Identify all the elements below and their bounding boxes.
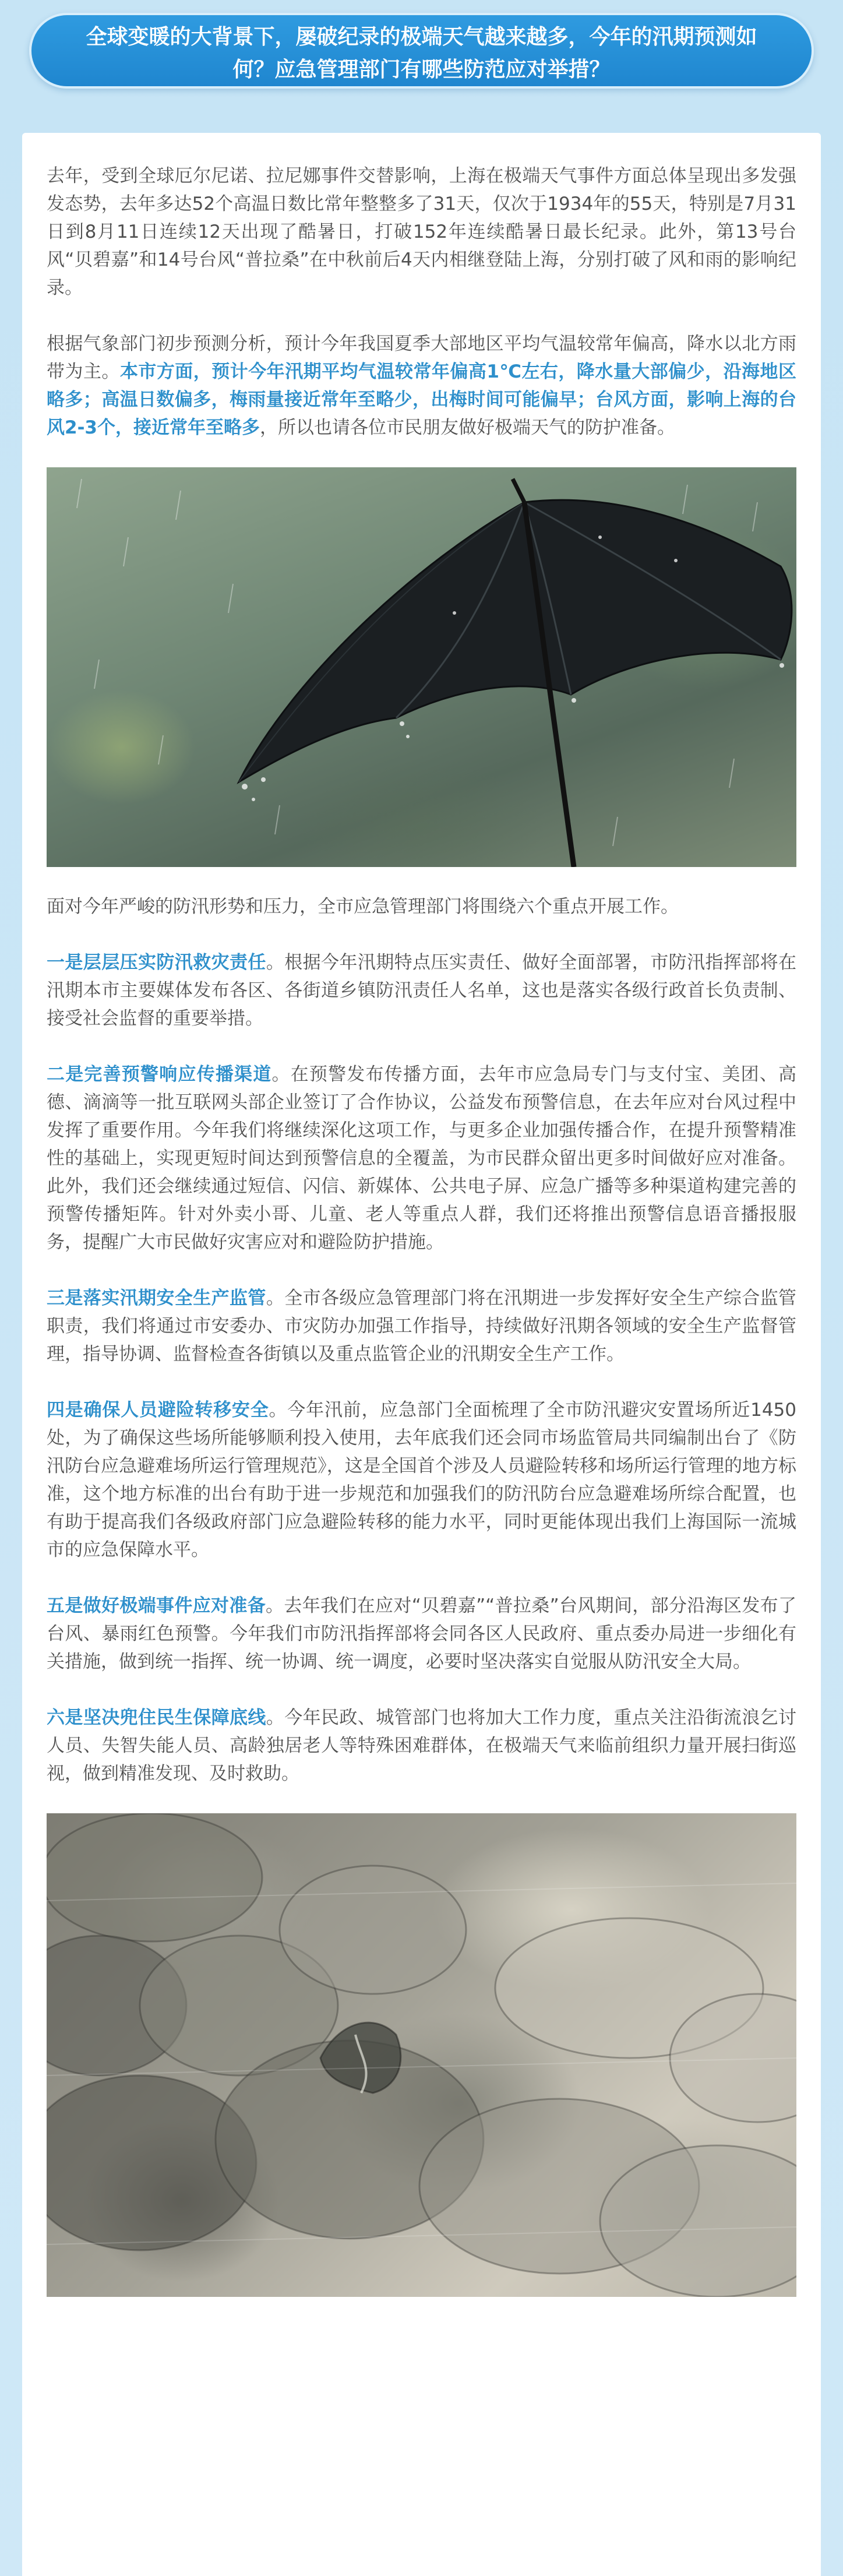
- forecast-intro: 根据气象部门初步预测分析，预计今年我国夏季大部地区平均气温较常年偏高，降水以北方雨带为主。: [47, 333, 796, 382]
- point-3-title: 三是落实汛期安全生产监管: [47, 1288, 266, 1309]
- article-content: [47, 162, 796, 2297]
- point-3-body: 。全市各级应急管理部门将在汛期进一步发挥好安全生产综合监管职责，我们将通过市安委办、市灾防办加强工作指导，持续做好汛期各领域的安全生产监督管理，指导协调、监督检查各街镇以及重点监管企业的汛期安全生产工作。: [47, 1288, 797, 1365]
- point-5: [47, 1592, 796, 1676]
- headline-banner: [29, 13, 814, 89]
- point-1-title: 一是层层压实防汛救灾责任: [47, 952, 266, 973]
- point-5-body: 。去年我们在应对“贝碧嘉”“普拉桑”台风期间，部分沿海区发布了台风、暴雨红色预警。今年我们市防汛指挥部将会同各区人民政府、重点委办局进一步细化有关措施，做到统一指挥、统一协调、统一调度，必要时坚决落实自觉服从防汛安全大局。: [47, 1595, 796, 1672]
- point-1: [47, 949, 796, 1032]
- point-2-body: 。在预警发布传播方面，去年市应急局专门与支付宝、美团、高德、滴滴等一批互联网头部企业签订了合作协议，公益发布预警信息，在去年应对台风过程中发挥了重要作用。今年我们将继续深化这项工作，与更多企业加强传播合作，在提升预警精准性的基础上，实现更短时间达到预警信息的全覆盖，为市民群众留出更多时间做好应对准备。此外，我们还会继续通过短信、闪信、新媒体、公共电子屏、应急广播等多种渠道构建完善的预警传播矩阵。针对外卖小哥、儿童、老人等重点人群，我们还将推出预警信息语音播报服务，提醒广大市民做好灾害应对和避险防护措施。: [47, 1064, 797, 1253]
- point-4-body: 。今年汛前，应急部门全面梳理了全市防汛避灾安置场所近1450处，为了确保这些场所能够顺利投入使用，去年底我们还会同市场监管局共同编制出台了《防汛防台应急避难场所运行管理规范》，这是全国首个涉及人员避险转移和场所运行管理的地方标准，这个地方标准的出台有助于进一步规范和加强我们的防汛防台应急避难场所综合配置，也有助于提高我们各级政府部门应急避险转移的能力水平，同时更能体现出我们上海国际一流城市的应急保障水平。: [47, 1400, 797, 1560]
- point-6: [47, 1704, 796, 1788]
- headline-text: 全球变暖的大背景下，屡破纪录的极端天气越来越多，今年的汛期预测如何？应急管理部门有哪些防范应对举措？: [86, 25, 757, 82]
- point-1-body: 。根据今年汛期特点压实责任、做好全面部署，市防汛指挥部将在汛期本市主要媒体发布各区、各街道乡镇防汛责任人名单，这也是落实各级行政首长负责制、接受社会监督的重要举措。: [47, 952, 797, 1029]
- article-card: [22, 133, 821, 2576]
- point-2: [47, 1060, 796, 1256]
- paragraph-forecast: [47, 330, 796, 442]
- sandbags-illustration: [47, 1813, 796, 2297]
- forecast-outro: ，所以也请各位市民朋友做好极端天气的防护准备。: [260, 417, 676, 438]
- flood-sandbags-photo: [47, 1813, 796, 2297]
- umbrella-illustration: [47, 467, 796, 867]
- paragraph-last-year-summary: 去年，受到全球厄尔尼诺、拉尼娜事件交替影响，上海在极端天气事件方面总体呈现出多发强发态势，去年多达52个高温日数比常年整整多了31天，仅次于1934年的55天，特别是7月31日到8月11日连续12天出现了酷暑日，打破152年连续酷暑日最长纪录。此外，第13号台风“贝碧嘉”和14号台风“普拉桑”在中秋前后4天内相继登陆上海，分别打破了风和雨的影响纪录。: [47, 165, 796, 298]
- paragraph-six-priorities: 面对今年严峻的防汛形势和压力，全市应急管理部门将围绕六个重点开展工作。: [47, 896, 679, 917]
- point-3: [47, 1284, 796, 1368]
- point-2-title: 二是完善预警响应传播渠道: [47, 1064, 272, 1085]
- point-4: [47, 1396, 796, 1564]
- forecast-highlight: 本市方面，预计今年汛期平均气温较常年偏高1℃左右，降水量大部偏少，沿海地区略多；高温日数偏多，梅雨量接近常年至略少，出梅时间可能偏早；台风方面，影响上海的台风2-3个，接近常年至略多: [47, 361, 796, 438]
- point-6-body: 。今年民政、城管部门也将加大工作力度，重点关注沿街流浪乞讨人员、失智失能人员、高龄独居老人等特殊困难群体，在极端天气来临前组织力量开展扫街巡视，做到精准发现、及时救助。: [47, 1707, 797, 1784]
- point-4-title: 四是确保人员避险转移安全: [47, 1400, 269, 1421]
- point-6-title: 六是坚决兜住民生保障底线: [47, 1707, 266, 1728]
- point-5-title: 五是做好极端事件应对准备: [47, 1595, 266, 1616]
- umbrella-in-rain-photo: [47, 467, 796, 867]
